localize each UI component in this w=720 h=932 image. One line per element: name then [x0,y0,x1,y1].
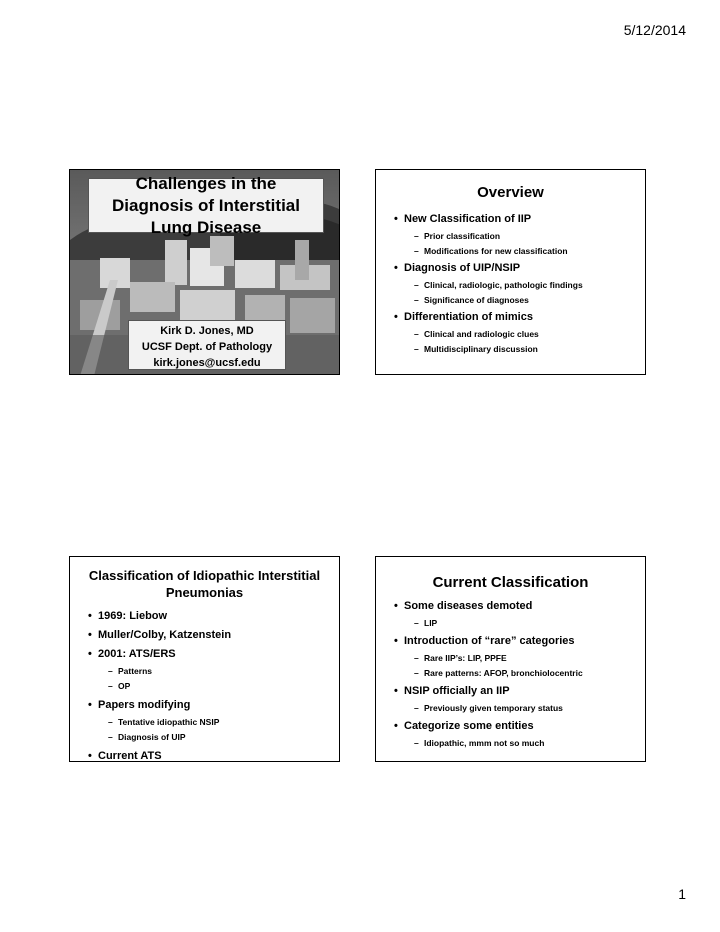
sub-bullet-item: – Idiopathic, mmm not so much [414,736,645,751]
slide-title: Current Classification [432,574,589,591]
sub-bullet-item: – OP [108,679,339,694]
sub-bullet-item: – Rare IIP’s: LIP, PPFE [414,651,645,666]
bullet-item: • Papers modifying – Tentative idiopathic NSIP – Diagnosis of UIP [88,698,339,745]
sub-bullet-item: – Prior classification [414,229,645,244]
bullet-list [376,599,645,751]
bullet-list [376,212,645,357]
bullet-item: • New Classification of IIP – Prior classification – Modifications for new classification [394,212,645,259]
bullet-item: • Muller/Colby, Katzenstein [88,628,339,643]
author-department: UCSF Dept. of Pathology [141,341,273,353]
sub-bullet-item: – Multidisciplinary discussion [414,342,645,357]
sub-bullet-item: – Patterns [108,664,339,679]
author-box [128,320,286,370]
bullet-list [70,609,339,762]
bullet-item: • Introduction of “rare” categories – Rare IIP’s: LIP, PPFE – Rare patterns: AFOP, bronchiolocentric [394,634,645,681]
bullet-item: • 2001: ATS/ERS – Patterns – OP [88,647,339,694]
sub-bullet-item: – Significance of diagnoses [414,293,645,308]
bullet-item: • Differentiation of mimics – Clinical and radiologic clues – Multidisciplinary discussion [394,310,645,357]
slide-title: Overview [477,184,544,201]
sub-bullet-item: – Clinical, radiologic, pathologic findings [414,278,645,293]
slide-classification-iip [69,556,340,762]
author-name: Kirk D. Jones, MD [160,325,254,337]
author-email: kirk.jones@ucsf.edu [153,357,261,369]
bullet-item: • Diagnosis of UIP/NSIP – Clinical, radiologic, pathologic findings – Significance of diagnoses [394,261,645,308]
bullet-item: • Current ATS [88,749,339,762]
bullet-item: • 1969: Liebow [88,609,339,624]
bullet-item: • NSIP officially an IIP – Previously given temporary status [394,684,645,716]
slide-current-classification [375,556,646,762]
sub-bullet-item: – Rare patterns: AFOP, bronchiolocentric [414,666,645,681]
sub-bullet-item: – Modifications for new classification [414,244,645,259]
sub-bullet-item: – Diagnosis of UIP [108,730,339,745]
sub-bullet-item: – LIP [414,616,645,631]
slide-title-slide [69,169,340,375]
sub-bullet-item: – Tentative idiopathic NSIP [108,715,339,730]
presentation-title: Challenges in the Diagnosis of Interstitial Lung Disease [88,178,324,233]
bullet-item: • Categorize some entities – Idiopathic, mmm not so much [394,719,645,751]
slide-title: Classification of Idiopathic Interstitial Pneumonias [88,568,321,600]
page-date: 5/12/2014 [623,22,686,38]
sub-bullet-item: – Previously given temporary status [414,701,645,716]
sub-bullet-item: – Clinical and radiologic clues [414,327,645,342]
bullet-item: • Some diseases demoted – LIP [394,599,645,631]
slide-overview [375,169,646,375]
page-number: 1 [678,886,686,902]
